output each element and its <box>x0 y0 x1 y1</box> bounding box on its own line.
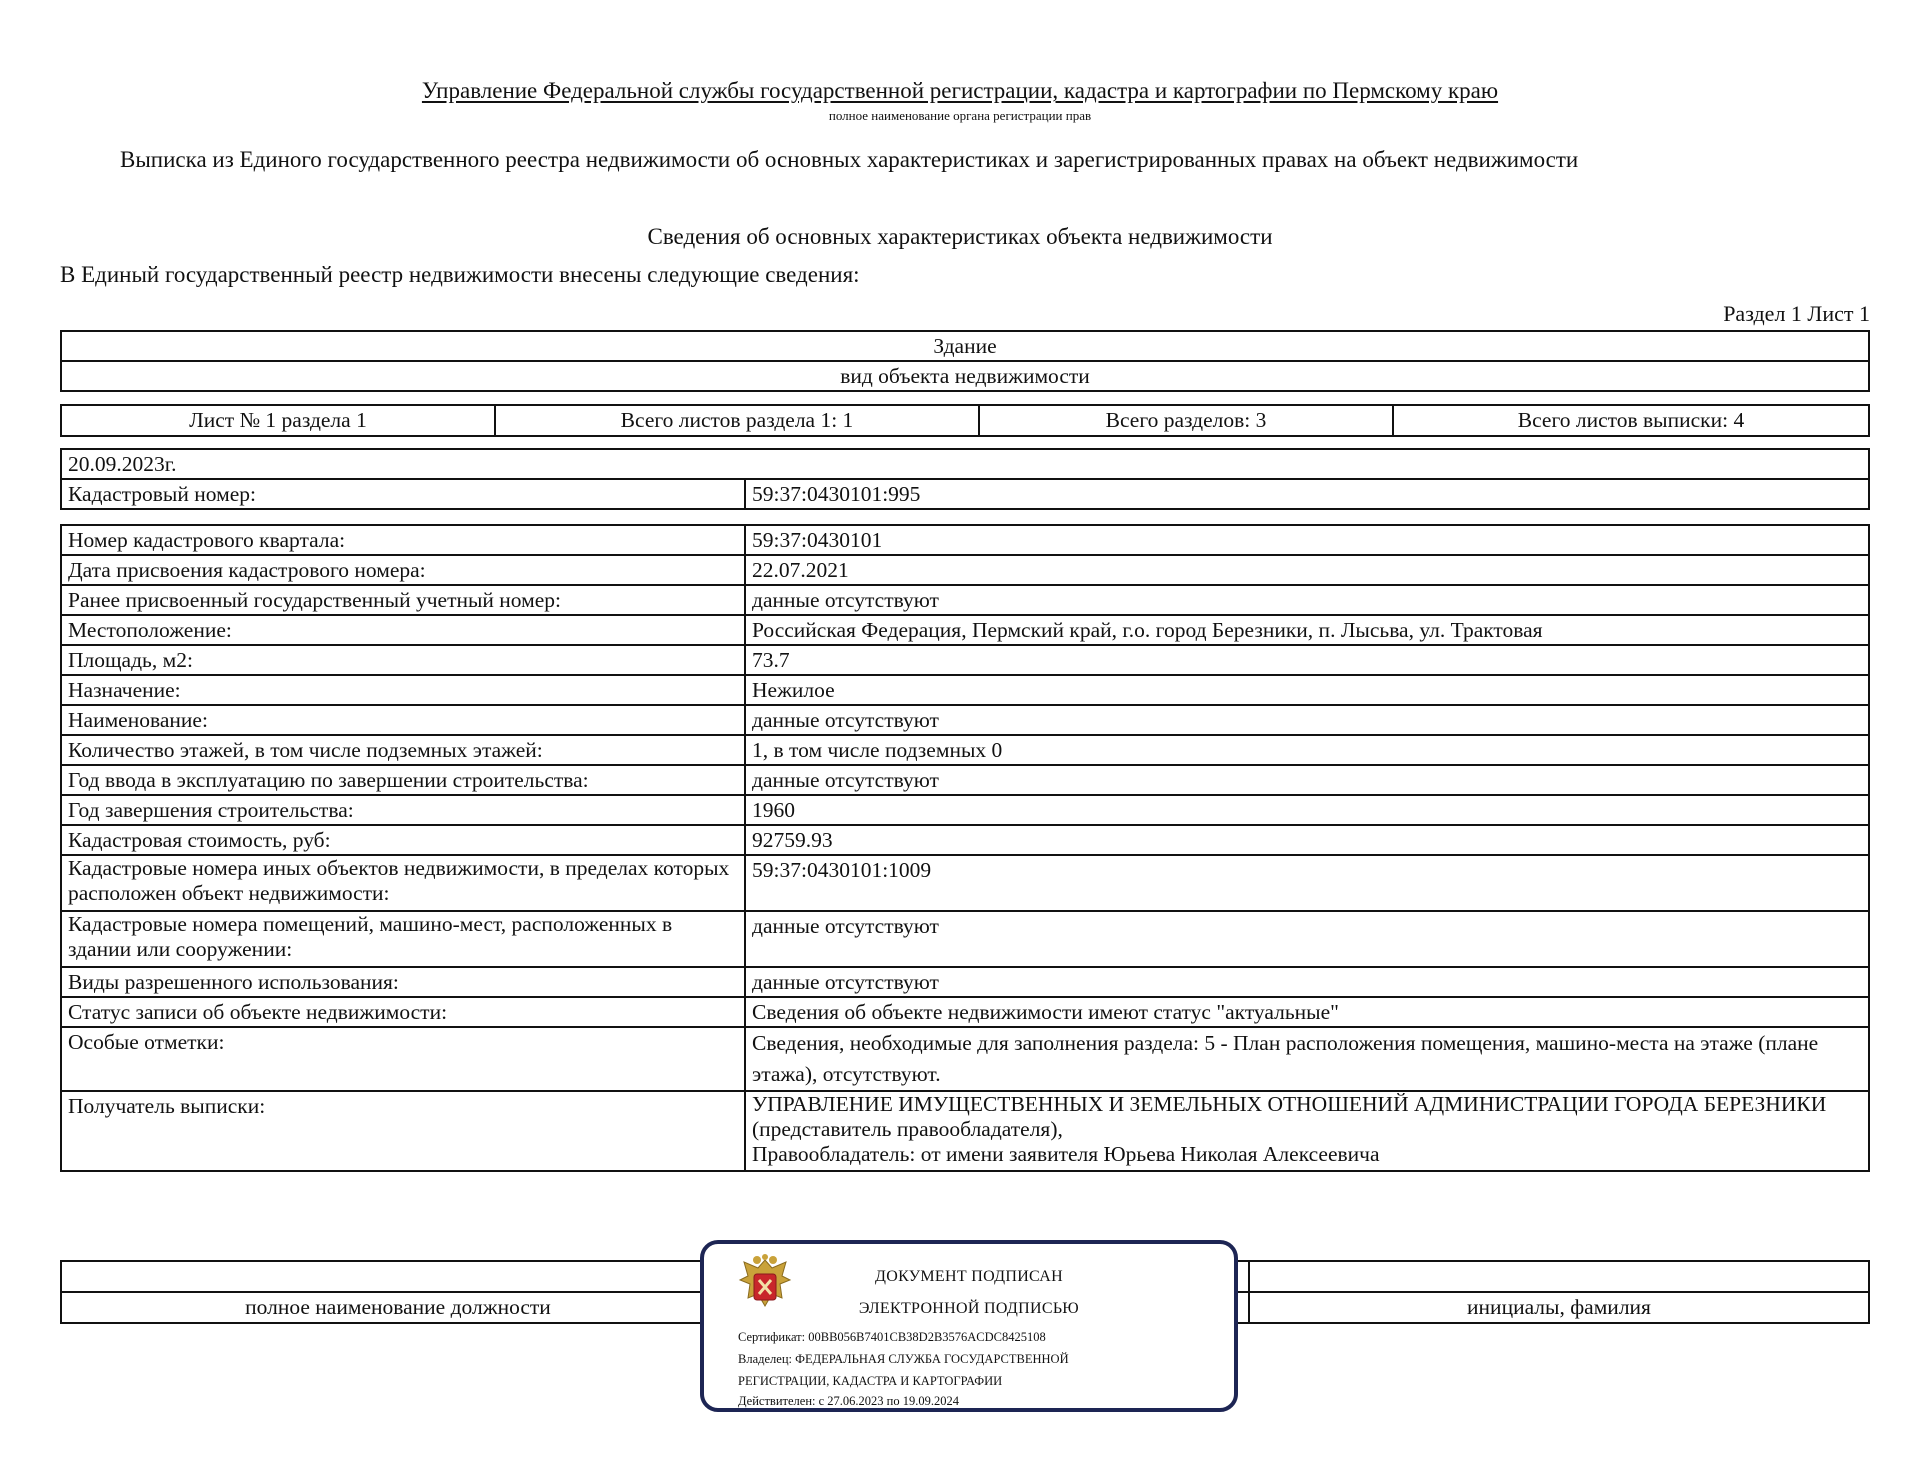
stamp-certificate: Сертификат: 00BB056B7401CB38D2B3576ACDC8425108 <box>738 1330 1046 1344</box>
table-row <box>61 555 1869 585</box>
table-row <box>61 525 1869 555</box>
extract-title: Выписка из Единого государственного реестра недвижимости об основных характеристиках и зарегистрированных правах на объект недвижимости <box>120 147 1579 172</box>
table-row <box>61 997 1869 1027</box>
row-value: данные отсутствуют <box>745 765 1869 795</box>
total-sheets-section: Всего листов раздела 1: 1 <box>495 405 979 436</box>
record-header-table <box>60 448 1870 510</box>
row-value: 59:37:0430101:1009 <box>745 855 1869 911</box>
table-row <box>61 615 1869 645</box>
sheet-number: Лист № 1 раздела 1 <box>61 405 495 436</box>
row-label: Ранее присвоенный государственный учетный номер: <box>61 585 745 615</box>
row-value: данные отсутствуют <box>745 967 1869 997</box>
section-sheet-label: Раздел 1 Лист 1 <box>1723 301 1870 326</box>
intro-text: В Единый государственный реестр недвижимости внесены следующие сведения: <box>60 262 860 287</box>
cadastral-number-value: 59:37:0430101:995 <box>745 479 1869 509</box>
row-label: Наименование: <box>61 705 745 735</box>
stamp-owner-line2: РЕГИСТРАЦИИ, КАДАСТРА И КАРТОГРАФИИ <box>738 1374 1003 1388</box>
row-label: Кадастровая стоимость, руб: <box>61 825 745 855</box>
stamp-validity: Действителен: с 27.06.2023 по 19.09.2024 <box>738 1394 959 1408</box>
row-value: данные отсутствуют <box>745 705 1869 735</box>
table-row <box>61 765 1869 795</box>
position-blank <box>61 1261 735 1292</box>
table-row <box>61 1091 1869 1171</box>
organization-name <box>0 78 1920 104</box>
table-row <box>61 735 1869 765</box>
organization-caption: полное наименование органа регистрации прав <box>828 108 1092 123</box>
row-value: Нежилое <box>745 675 1869 705</box>
recipient-name: УПРАВЛЕНИЕ ИМУЩЕСТВЕННЫХ И ЗЕМЕЛЬНЫХ ОТНОШЕНИЙ АДМИНИСТРАЦИИ ГОРОДА БЕРЕЗНИКИ (представитель правообладателя), <box>752 1092 1827 1141</box>
row-label: Год ввода в эксплуатацию по завершении строительства: <box>61 765 745 795</box>
table-row <box>61 675 1869 705</box>
electronic-signature-stamp <box>700 1240 1238 1412</box>
row-value: 73.7 <box>745 645 1869 675</box>
row-label: Кадастровые номера помещений, машино-мест, расположенных в здании или сооружении: <box>61 911 745 967</box>
name-blank <box>1249 1261 1869 1292</box>
table-row <box>61 911 1869 967</box>
row-label: Виды разрешенного использования: <box>61 967 745 997</box>
stamp-owner-line1: Владелец: ФЕДЕРАЛЬНАЯ СЛУЖБА ГОСУДАРСТВЕННОЙ <box>738 1352 1069 1366</box>
row-value: Российская Федерация, Пермский край, г.о. город Березники, п. Лысьва, ул. Трактовая <box>745 615 1869 645</box>
table-row <box>61 585 1869 615</box>
row-label: Статус записи об объекте недвижимости: <box>61 997 745 1027</box>
row-label: Назначение: <box>61 675 745 705</box>
record-date: 20.09.2023г. <box>61 449 1869 479</box>
stamp-line1: ДОКУМЕНТ ПОДПИСАН <box>875 1268 1063 1285</box>
info-title: Сведения об основных характеристиках объекта недвижимости <box>647 224 1273 249</box>
table-row <box>61 855 1869 911</box>
row-label: Площадь, м2: <box>61 645 745 675</box>
total-sheets-extract: Всего листов выписки: 4 <box>1393 405 1869 436</box>
row-label: Количество этажей, в том числе подземных этажей: <box>61 735 745 765</box>
table-row <box>61 967 1869 997</box>
row-value: данные отсутствуют <box>745 585 1869 615</box>
position-caption: полное наименование должности <box>61 1292 735 1323</box>
row-value <box>745 1091 1869 1171</box>
organization-title: Управление Федеральной службы государственной регистрации, кадастра и картографии по Пермскому краю <box>421 78 1499 103</box>
table-row <box>61 825 1869 855</box>
total-sections: Всего разделов: 3 <box>979 405 1393 436</box>
row-value: 22.07.2021 <box>745 555 1869 585</box>
sheets-table <box>60 404 1870 437</box>
row-value: 1960 <box>745 795 1869 825</box>
row-label: Дата присвоения кадастрового номера: <box>61 555 745 585</box>
object-kind: Здание <box>61 331 1869 361</box>
table-row <box>61 705 1869 735</box>
recipient-holder: Правообладатель: от имени заявителя Юрьева Николая Алексеевича <box>752 1142 1380 1166</box>
row-value: 59:37:0430101 <box>745 525 1869 555</box>
name-caption: инициалы, фамилия <box>1249 1292 1869 1323</box>
row-label: Номер кадастрового квартала: <box>61 525 745 555</box>
row-value: 1, в том числе подземных 0 <box>745 735 1869 765</box>
row-label: Получатель выписки: <box>61 1091 745 1171</box>
row-label: Местоположение: <box>61 615 745 645</box>
row-label: Год завершения строительства: <box>61 795 745 825</box>
characteristics-table <box>60 524 1870 1172</box>
row-value: данные отсутствуют <box>745 911 1869 967</box>
table-row <box>61 1027 1869 1091</box>
object-kind-table <box>60 330 1870 392</box>
table-row <box>61 645 1869 675</box>
row-value: Сведения об объекте недвижимости имеют статус "актуальные" <box>745 997 1869 1027</box>
row-label: Особые отметки: <box>61 1027 745 1091</box>
row-value: 92759.93 <box>745 825 1869 855</box>
table-row <box>61 795 1869 825</box>
cadastral-number-label: Кадастровый номер: <box>61 479 745 509</box>
stamp-line2: ЭЛЕКТРОННОЙ ПОДПИСЬЮ <box>858 1300 1080 1317</box>
row-label: Кадастровые номера иных объектов недвижимости, в пределах которых расположен объект недвижимости: <box>61 855 745 911</box>
object-kind-caption: вид объекта недвижимости <box>61 361 1869 391</box>
row-value: Сведения, необходимые для заполнения раздела: 5 - План расположения помещения, машино-места на этаже (плане этажа), отсутствуют. <box>745 1027 1869 1091</box>
